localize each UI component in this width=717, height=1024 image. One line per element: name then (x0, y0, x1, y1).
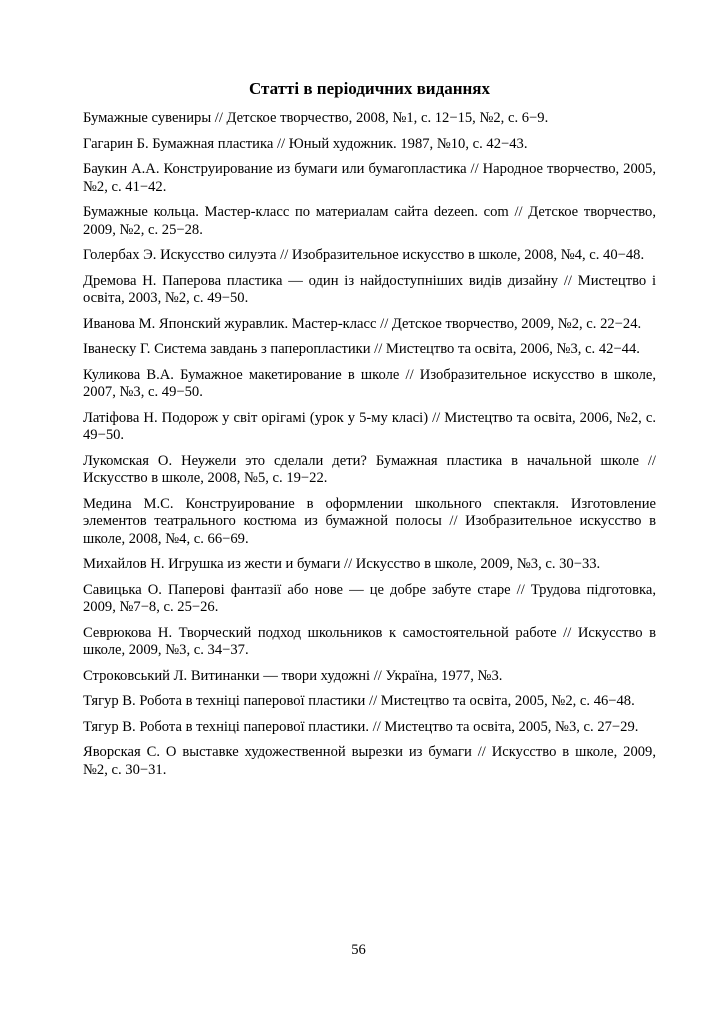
reference-item: Строковський Л. Витинанки — твори художні // Україна, 1977, №3. (83, 667, 503, 684)
reference-item: Савицька О. Паперові фантазії або нове — це добре забуте старе // Трудова підготовка, 2009, №7−8, с. 25−26. (83, 581, 656, 615)
reference-item: Тягур В. Робота в техніці паперової пластики. // Мистецтво та освіта, 2005, №3, с. 27−29. (83, 718, 639, 735)
reference-item: Тягур В. Робота в техніці паперової пластики // Мистецтво та освіта, 2005, №2, с. 46−48. (83, 693, 635, 709)
reference-item: Бумажные сувениры // Детское творчество, 2008, №1, с. 12−15, №2, с. 6−9. (83, 110, 549, 126)
reference-item: Лукомская О. Неужели это сделали дети? Бумажная пластика в начальной школе // Искусство в школе, 2008, №5, с. 19−22. (83, 452, 656, 486)
reference-item: Баукин А.А. Конструирование из бумаги или бумагопластика // Народное творчество, 2005, №2, с. 41−42. (83, 161, 656, 195)
reference-item: Голербах Э. Искусство силуэта // Изобразительное искусство в школе, 2008, №4, с. 40−48. (83, 247, 645, 263)
section-heading: Статті в періодичних виданнях (249, 79, 490, 98)
reference-list (83, 110, 656, 779)
reference-item: Севрюкова Н. Творческий подход школьников к самостоятельной работе // Искусство в школе, 2009, №3, с. 34−37. (83, 624, 656, 658)
reference-item: Іванеску Г. Система завдань з паперопластики // Мистецтво та освіта, 2006, №3, с. 42−44. (83, 341, 640, 357)
reference-item: Медина М.С. Конструирование в оформлении школьного спектакля. Изготовление элементов театрального костюма из бумажной полосы // Изобразительное искусство в школе, 2008, №4, с. 66−69. (83, 495, 656, 547)
page-content (83, 78, 656, 787)
reference-item: Дремова Н. Паперова пластика — один із найдоступніших видів дизайну // Мистецтво і освіта, 2003, №2, с. 49−50. (83, 272, 656, 306)
reference-item: Яворская С. О выставке художественной вырезки из бумаги // Искусство в школе, 2009, №2, с. 30−31. (83, 744, 656, 778)
reference-item: Бумажные кольца. Мастер-класс по материалам сайта dezeen. com // Детское творчество, 2009, №2, с. 25−28. (83, 204, 656, 238)
reference-item: Михайлов Н. Игрушка из жести и бумаги // Искусство в школе, 2009, №3, с. 30−33. (83, 556, 601, 572)
page-number: 56 (351, 942, 366, 958)
reference-item: Латіфова Н. Подорож у світ орігамі (урок у 5-му класі) // Мистецтво та освіта, 2006, №2, с. 49−50. (83, 409, 656, 443)
reference-item: Гагарин Б. Бумажная пластика // Юный художник. 1987, №10, с. 42−43. (83, 135, 528, 152)
reference-item: Куликова В.А. Бумажное макетирование в школе // Изобразительное искусство в школе, 2007, №3, с. 49−50. (83, 366, 656, 400)
reference-item: Иванова М. Японский журавлик. Мастер-класс // Детское творчество, 2009, №2, с. 22−24. (83, 315, 642, 332)
